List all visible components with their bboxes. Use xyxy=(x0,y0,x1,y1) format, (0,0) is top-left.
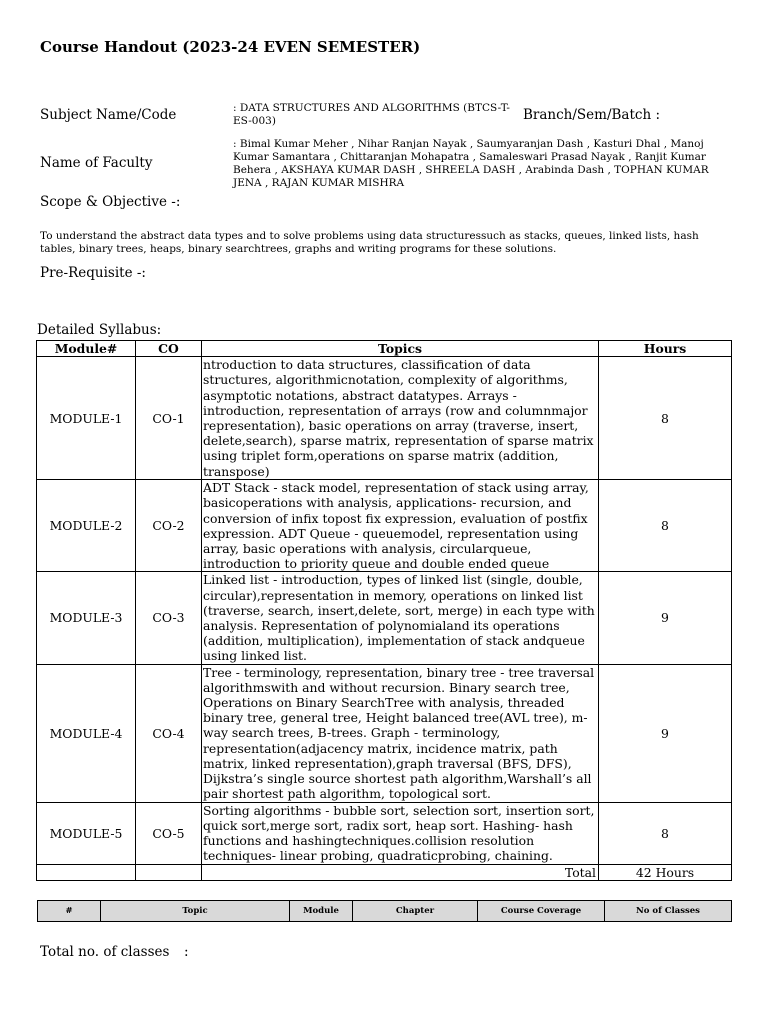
hours-cell: 8 xyxy=(599,802,732,864)
total-hours: 42 Hours xyxy=(599,864,732,880)
plan-number-header: # xyxy=(38,901,101,922)
prerequisite-label: Pre-Requisite -: xyxy=(40,265,146,281)
total-classes-label: Total no. of classes xyxy=(40,944,170,960)
subject-value: : DATA STRUCTURES AND ALGORITHMS (BTCS-T-ES-003) xyxy=(233,102,510,127)
co-cell: CO-1 xyxy=(136,357,202,480)
scope-label: Scope & Objective -: xyxy=(40,194,181,210)
hours-header: Hours xyxy=(599,341,732,357)
topics-cell: ntroduction to data structures, classification of data structures, algorithmicnotation, complexity of algorithms, asymptotic notations, abstract datatypes. Arrays - introduction, representation of arrays (row and columnmajor representation), basic operations on array (traverse, insert, delete,search), sparse matrix, representation of sparse matrix using triplet form,operations on sparse matrix (addition, transpose) xyxy=(202,357,599,480)
total-empty-cell xyxy=(136,864,202,880)
hours-cell: 8 xyxy=(599,357,732,480)
lesson-plan-header-row xyxy=(38,901,732,922)
topics-cell: ADT Stack - stack model, representation of stack using array, basicoperations with analysis, applications- recursion, and conversion of infix topost fix expression, evaluation of postfix expression. ADT Queue - queuemodel, representation using array, basic operations with analysis, circularqueue, introduction to priority queue and double ended queue xyxy=(202,480,599,572)
co-cell: CO-4 xyxy=(136,664,202,802)
table-row xyxy=(37,480,732,572)
module-cell: MODULE-2 xyxy=(37,480,136,572)
page-title: Course Handout (2023-24 EVEN SEMESTER) xyxy=(40,38,421,56)
scope-text: To understand the abstract data types and to solve problems using data structuressuch as stacks, queues, linked lists, hash tables, binary trees, heaps, binary searchtrees, graphs and writing programs for these solutions. xyxy=(40,230,699,255)
co-cell: CO-2 xyxy=(136,480,202,572)
module-header: Module# xyxy=(37,341,136,357)
topics-header: Topics xyxy=(202,341,599,357)
plan-chapter-header: Chapter xyxy=(353,901,478,922)
total-empty-cell xyxy=(37,864,136,880)
faculty-label: Name of Faculty xyxy=(40,155,153,171)
plan-classes-header: No of Classes xyxy=(605,901,732,922)
module-cell: MODULE-5 xyxy=(37,802,136,864)
syllabus-caption: Detailed Syllabus: xyxy=(37,322,162,338)
table-row xyxy=(37,572,732,664)
table-row xyxy=(37,664,732,802)
module-cell: MODULE-1 xyxy=(37,357,136,480)
table-row xyxy=(37,802,732,864)
topics-cell: Sorting algorithms - bubble sort, selection sort, insertion sort, quick sort,merge sort, radix sort, heap sort. Hashing- hash functions and hashingtechniques.collision resolution techniques- linear probing, quadraticprobing, chaining. xyxy=(202,802,599,864)
module-cell: MODULE-3 xyxy=(37,572,136,664)
branch-label: Branch/Sem/Batch : xyxy=(523,107,660,123)
hours-cell: 9 xyxy=(599,664,732,802)
co-cell: CO-5 xyxy=(136,802,202,864)
total-label: Total xyxy=(202,864,599,880)
table-row xyxy=(37,357,732,480)
hours-cell: 9 xyxy=(599,572,732,664)
plan-module-header: Module xyxy=(290,901,353,922)
total-row xyxy=(37,864,732,880)
faculty-value: : Bimal Kumar Meher , Nihar Ranjan Nayak , Saumyaranjan Dash , Kasturi Dhal , Manoj Kumar Samantara , Chittaranjan Mohapatra , Samaleswari Prasad Nayak , Ranjit Kumar Behera , AKSHAYA KUMAR DASH , SHREELA DASH , Arabinda Dash , TOPHAN KUMAR JENA , RAJAN KUMAR MISHRA xyxy=(233,138,709,189)
subject-label: Subject Name/Code xyxy=(40,107,177,123)
module-cell: MODULE-4 xyxy=(37,664,136,802)
co-header: CO xyxy=(136,341,202,357)
lesson-plan-table xyxy=(37,900,732,922)
plan-topic-header: Topic xyxy=(101,901,290,922)
topics-cell: Tree - terminology, representation, binary tree - tree traversal algorithmswith and without recursion. Binary search tree, Operations on Binary SearchTree with analysis, threaded binary tree, general tree, Height balanced tree(AVL tree), m-way search trees, B-trees. Graph - terminology, representation(adjacency matrix, incidence matrix, path matrix, linked representation),graph traversal (BFS, DFS), Dijkstra’s single source shortest path algorithm,Warshall’s all pair shortest path algorithm, topological sort. xyxy=(202,664,599,802)
co-cell: CO-3 xyxy=(136,572,202,664)
syllabus-table xyxy=(36,340,732,881)
topics-cell: Linked list - introduction, types of linked list (single, double, circular),representation in memory, operations on linked list (traverse, search, insert,delete, sort, merge) in each type with analysis. Representation of polynomialand its operations (addition, multiplication), implementation of stack andqueue using linked list. xyxy=(202,572,599,664)
hours-cell: 8 xyxy=(599,480,732,572)
syllabus-header-row xyxy=(37,341,732,357)
total-classes-colon: : xyxy=(184,944,189,960)
plan-coverage-header: Course Coverage xyxy=(478,901,605,922)
